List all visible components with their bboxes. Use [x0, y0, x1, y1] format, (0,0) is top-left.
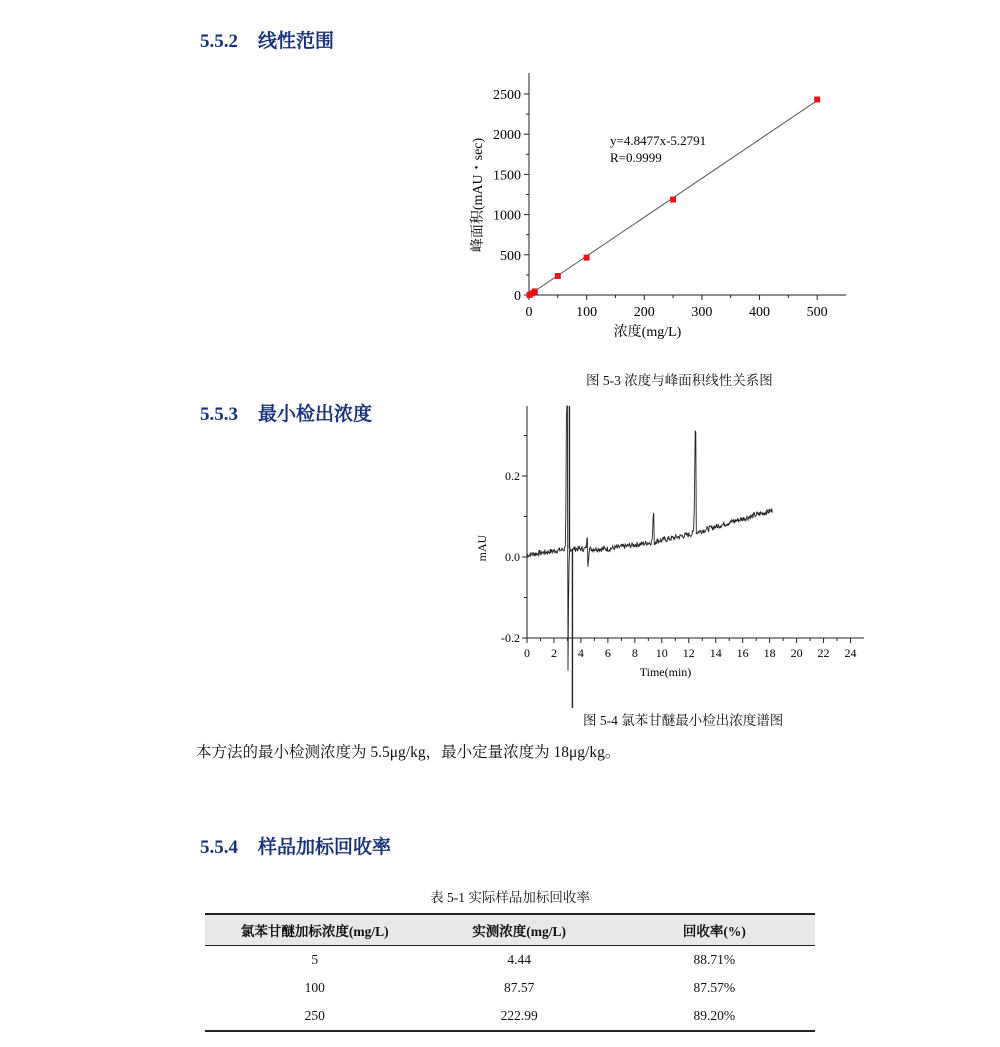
figure-caption-5-4: 图 5-4 氯苯甘醚最小检出浓度谱图 — [583, 713, 784, 728]
x-tick-label: 20 — [790, 646, 803, 660]
column-header: 氯苯甘醚加标浓度(mg/L) — [205, 914, 425, 946]
section-number: 5.5.3 — [200, 404, 238, 425]
x-tick-label: 0 — [524, 646, 530, 660]
table-row — [205, 946, 815, 975]
table-cell: 4.44 — [507, 952, 531, 967]
r-value-label: R=0.9999 — [610, 150, 662, 165]
y-axis-label: 峰面积(mAU・sec) — [471, 137, 486, 253]
column-header: 实测浓度(mg/L) — [425, 914, 614, 946]
y-tick-label: 0.0 — [505, 550, 520, 564]
table-cell: 87.57 — [503, 980, 535, 995]
y-tick-label: 0.2 — [505, 469, 520, 483]
table-cell: 250 — [205, 1002, 425, 1031]
x-tick-label: 22 — [817, 646, 830, 660]
y-axis-label: mAU — [475, 534, 489, 562]
x-tick-label: 4 — [577, 646, 584, 660]
equation-label: y=4.8477x-5.2791 — [610, 133, 707, 148]
table-cell: 5 — [311, 952, 319, 967]
x-tick-label: 100 — [576, 305, 598, 320]
table-cell: 222.99 — [425, 1002, 614, 1031]
table-header-row — [205, 914, 815, 946]
table-row — [205, 974, 815, 1002]
table-row — [205, 1002, 815, 1031]
x-tick-label: 10 — [655, 646, 668, 660]
y-tick-label: 2500 — [493, 88, 521, 103]
x-tick-label: 14 — [709, 646, 722, 660]
x-tick-label: 0 — [525, 305, 533, 320]
x-tick-label: 8 — [631, 646, 638, 660]
x-tick-label: 12 — [682, 646, 695, 660]
table-caption: 表 5-1 实际样品加标回收率 — [430, 890, 590, 905]
y-tick-label: 500 — [500, 248, 521, 264]
section-number: 5.5.2 — [200, 31, 238, 52]
y-tick-label: 2000 — [493, 128, 521, 144]
x-tick-label: 2 — [550, 646, 557, 660]
table-cell: 89.20% — [614, 1002, 815, 1031]
x-tick-label: 400 — [749, 305, 771, 320]
section-number: 5.5.4 — [200, 837, 238, 858]
x-tick-label: 500 — [806, 305, 828, 320]
section-heading-554 — [200, 832, 391, 859]
x-tick-label: 16 — [736, 646, 749, 660]
chromatogram-trace — [527, 406, 772, 671]
figure-caption-5-3: 图 5-3 浓度与峰面积线性关系图 — [586, 373, 773, 388]
y-tick-label: 1000 — [493, 208, 521, 224]
y-tick-label: 1500 — [493, 168, 521, 184]
y-tick-label: 0 — [514, 289, 521, 304]
x-tick-label: 6 — [604, 646, 611, 660]
column-header: 回收率(%) — [614, 914, 815, 946]
x-tick-label: 200 — [633, 305, 655, 320]
y-tick-label: -0.2 — [501, 631, 520, 645]
recovery-table — [205, 913, 815, 1032]
table-cell: 100 — [304, 980, 325, 995]
x-tick-label: 300 — [691, 305, 713, 320]
section-title: 样品加标回收率 — [258, 836, 392, 858]
section-title: 最小检出浓度 — [258, 403, 373, 425]
table-cell: 87.57% — [693, 980, 736, 995]
table-cell: 88.71% — [693, 952, 736, 967]
detection-limit-text: 本方法的最小检测浓度为 5.5μg/kg，最小定量浓度为 18μg/kg。 — [196, 744, 621, 761]
x-axis-label: 浓度(mg/L) — [613, 325, 682, 340]
x-tick-label: 24 — [844, 646, 857, 660]
section-title: 线性范围 — [258, 30, 335, 52]
x-tick-label: 18 — [763, 646, 776, 660]
x-axis-label: Time(min) — [639, 665, 692, 679]
